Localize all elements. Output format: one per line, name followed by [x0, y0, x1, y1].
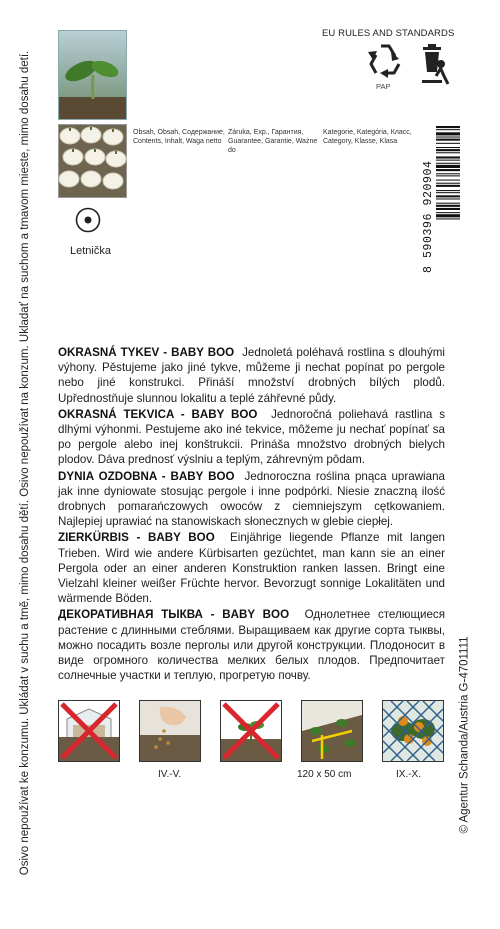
barcode	[424, 122, 460, 274]
eu-rules-title: EU RULES AND STANDARDS	[322, 28, 455, 39]
description-ru	[58, 607, 445, 683]
barcode-bar	[436, 147, 460, 148]
barcode-bar	[436, 180, 460, 181]
info-contents: Obsah, Obsah, Содержание, Contents, Inhalt, Waga netto	[133, 129, 225, 145]
harvest-icon	[382, 700, 444, 762]
barcode-bar	[436, 212, 460, 213]
description-title: OKRASNÁ TEKVICA - BABY BOO	[58, 407, 258, 421]
barcode-bar	[436, 195, 460, 197]
harvest-months: IX.-X.	[396, 769, 422, 780]
pumpkins-photo	[58, 124, 127, 198]
description-de	[58, 530, 445, 606]
description-cs	[58, 345, 445, 406]
transplant-crossed-icon	[220, 700, 282, 762]
barcode-bar	[436, 208, 460, 210]
side-warning	[0, 10, 50, 915]
barcode-bar	[436, 137, 460, 138]
description-pl	[58, 469, 445, 530]
barcode-digits: 8 590396 920904	[422, 160, 435, 273]
description-text: Однолетнее стелющиеся растение с длинными стеблями. Выращиваем как другие сорта тыквы, можно посадить возле перголы или другой конструкции. Плодоносит в виде огромного количества мелких белых плодов. Предпочитает солнечные участки и теплую, прогретую почву.	[58, 608, 445, 683]
description-title: OKRASNÁ TYKEV - BABY BOO	[58, 346, 235, 359]
barcode-bar	[436, 126, 460, 128]
descriptions	[58, 345, 445, 684]
barcode-bar	[436, 205, 460, 207]
copyright	[452, 560, 478, 910]
annual-label: Letnička	[70, 245, 111, 257]
info-category: Kategorie, Kategória, Класс, Category, Klasse, Klasa	[323, 129, 412, 145]
pap-label: PAP	[376, 82, 391, 91]
barcode-bar	[436, 183, 460, 184]
barcode-bar	[436, 218, 460, 219]
copyright-text: © Agentur Schanda/Austria G-4701111	[459, 636, 472, 834]
barcode-bar	[436, 165, 460, 168]
recycle-icon	[364, 40, 406, 82]
barcode-bar	[436, 152, 460, 153]
description-title: DYNIA OZDOBNA - BABY BOO	[58, 469, 235, 483]
barcode-bar	[436, 129, 460, 130]
greenhouse-sowing-crossed-icon	[58, 700, 120, 762]
trash-bin-icon	[414, 40, 452, 88]
description-text: Jednoroczna roślina pnąca uprawiana jak inne dyniowate stosując pergole i inne podpórki. Niesie znaczną ilość drobnych pomarańczowych owoców z ciemniejszym cętkowaniem. Najlepiej uprawiać na stanowiskach słonecznych w glebie ciepłej.	[58, 469, 445, 529]
side-warning-text: Osivo nepoužívat ke konzumu. Ukládat v suchu a tmě, mimo dosahu dětí. Osivo nepoužívat na konzum. Ukladať na suchom a tmavom mieste, mimo dosahu detí.	[19, 50, 31, 875]
plant-spacing-icon	[301, 700, 363, 762]
annual-plant-icon	[75, 207, 101, 233]
barcode-bar	[436, 214, 460, 217]
info-guarantee: Záruka, Exp., Гарантия, Guarantee, Garantie, Ważne do	[228, 129, 318, 154]
description-text: Jednoročná poliehavá rastlina s dlhými výhonmi. Pestujeme ako iné tekvice, môžeme ju nechať popínať sa po pergole alebo inej konštrukcii. Prináša množstvo drobných bielych plodov. Dáva prednosť výslniu a teplým, záhrevným pôdam.	[58, 407, 445, 467]
barcode-bar	[436, 192, 460, 193]
barcode-bar	[436, 163, 460, 164]
description-title: ZIERKÜRBIS - BABY BOO	[58, 531, 215, 545]
barcode-bar	[436, 175, 460, 176]
description-sk	[58, 407, 445, 468]
seedling-photo	[58, 30, 127, 120]
barcode-bar	[436, 190, 460, 191]
barcode-bar	[436, 139, 460, 141]
cultivation-pictograms	[58, 700, 443, 780]
sowing-months: IV.-V.	[158, 769, 182, 780]
barcode-bar	[436, 173, 460, 174]
barcode-bar	[436, 185, 460, 187]
barcode-bar	[436, 143, 460, 144]
barcode-bar	[436, 132, 460, 135]
barcode-bar	[436, 160, 460, 161]
plant-spacing: 120 x 50 cm	[297, 769, 352, 780]
description-title: ДЕКОРАТИВНАЯ ТЫКВА - BABY BOO	[58, 608, 290, 622]
barcode-bar	[436, 203, 460, 204]
description-text: Jednoletá poléhavá rostlina s dlouhými výhony. Pěstujeme jako jiné tykve, můžeme ji nechat popínat po pergole nebo jiné konstrukci. Přináší množství drobných bílých plodů. Upřednostňuje slunnou lokalitu a teplé záhřevné půdy.	[58, 346, 445, 405]
barcode-bar	[436, 149, 460, 151]
barcode-bar	[436, 198, 460, 199]
barcode-bar	[436, 156, 460, 158]
barcode-bar	[436, 169, 460, 171]
direct-sowing-icon	[139, 700, 201, 762]
description-text: Einjährige liegende Pflanze mit langen Trieben. Wird wie andere Kürbisarten gezüchtet, man kann sie an einer Pergola oder an einer anderen Konstruktion ranken lassen. Bringt eine Vielzahl kleiner weißer Früchte hervor. Bevorzugt sonnige Lokalitäten und wärmende Böden.	[58, 531, 445, 606]
